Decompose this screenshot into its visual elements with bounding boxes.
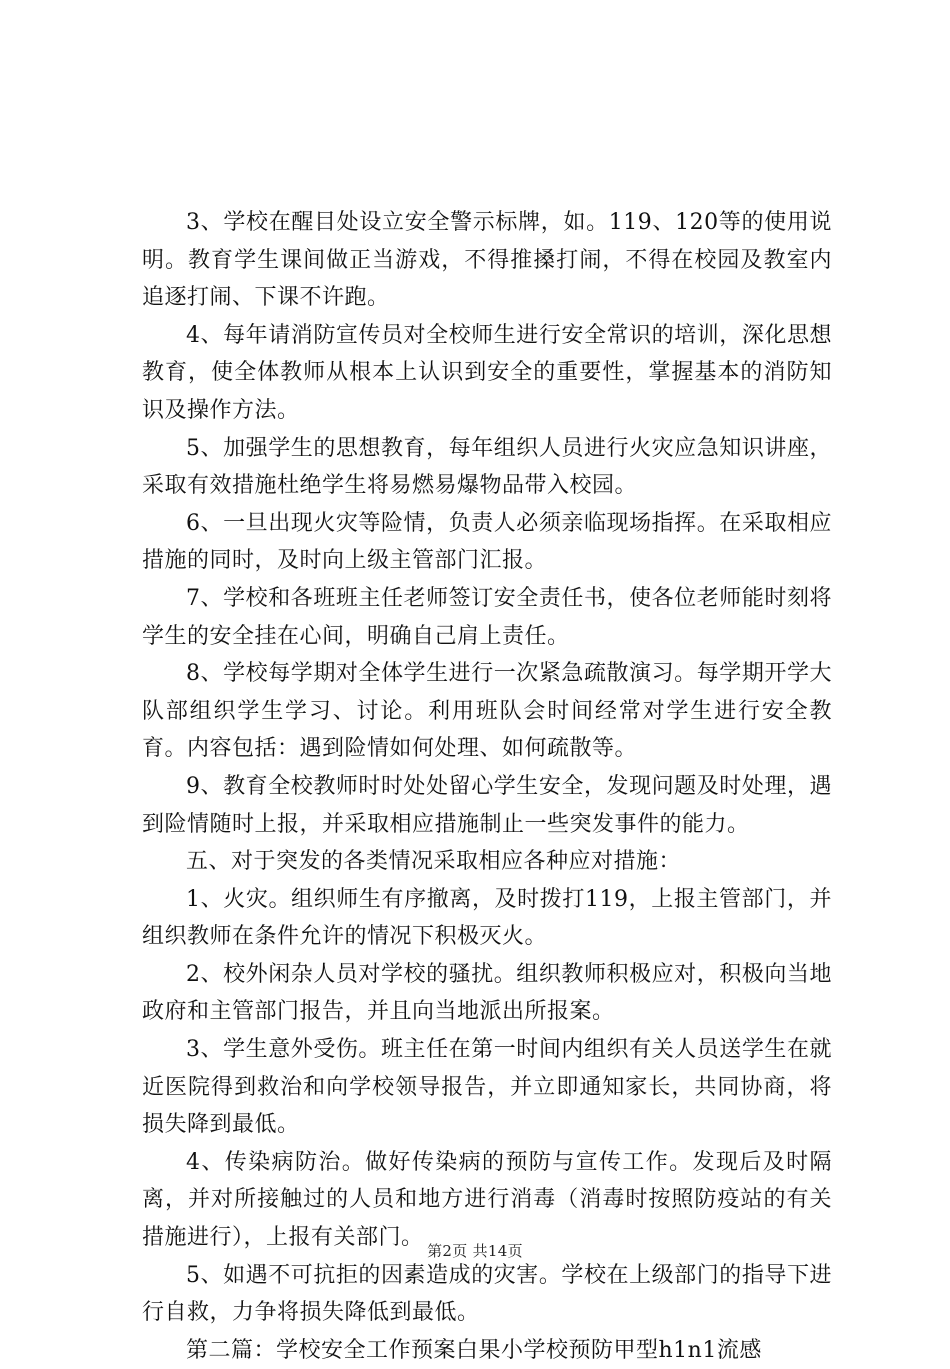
paragraph-2: 4、每年请消防宣传员对全校师生进行安全常识的培训，深化思想教育，使全体教师从根本上认识到安全的重要性，掌握基本的消防知识及操作方法。 xyxy=(142,322,832,423)
paragraph-1: 3、学校在醒目处设立安全警示标牌，如。119、120等的使用说明。教育学生课间做正当游戏，不得推搡打闹，不得在校园及教室内追逐打闹、下课不许跑。 xyxy=(142,210,832,311)
paragraph-6: 8、学校每学期对全体学生进行一次紧急疏散演习。每学期开学大队部组织学生学习、讨论。利用班队会时间经常对学生进行安全教育。内容包括：遇到险情如何处理、如何疏散等。 xyxy=(142,661,832,762)
paragraph-8: 1、火灾。组织师生有序撤离，及时拨打119，上报主管部门，并组织教师在条件允许的情况下积极灭火。 xyxy=(142,886,832,950)
paragraph-5: 7、学校和各班班主任老师签订安全责任书，使各位老师能时刻将学生的安全挂在心间，明确自己肩上责任。 xyxy=(142,585,832,649)
next-article-title: 第二篇：学校安全工作预案白果小学校预防甲型h1n1流感 xyxy=(186,1337,762,1363)
paragraph-4: 6、一旦出现火灾等险情，负责人必须亲临现场指挥。在采取相应措施的同时，及时向上级主管部门汇报。 xyxy=(142,510,832,574)
page-number-footer: 第2页 共14页 xyxy=(427,1242,523,1260)
paragraph-9: 2、校外闲杂人员对学校的骚扰。组织教师积极应对，积极向当地政府和主管部门报告，并且向当地派出所报案。 xyxy=(142,961,832,1025)
paragraph-7: 9、教育全校教师时时处处留心学生安全，发现问题及时处理，遇到险情随时上报，并采取相应措施制止一些突发事件的能力。 xyxy=(142,773,832,837)
paragraph-12: 5、如遇不可抗拒的因素造成的灾害。学校在上级部门的指导下进行自救，力争将损失降低到最低。 xyxy=(142,1262,832,1326)
document-body xyxy=(142,204,832,1369)
section-heading: 五、对于突发的各类情况采取相应各种应对措施： xyxy=(186,849,682,875)
paragraph-11: 4、传染病防治。做好传染病的预防与宣传工作。发现后及时隔离，并对所接触过的人员和地方进行消毒（消毒时按照防疫站的有关措施进行），上报有关部门。 xyxy=(142,1149,832,1251)
paragraph-10: 3、学生意外受伤。班主任在第一时间内组织有关人员送学生在就近医院得到救治和向学校领导报告，并立即通知家长，共同协商，将损失降到最低。 xyxy=(142,1037,832,1138)
paragraph-3: 5、加强学生的思想教育，每年组织人员进行火灾应急知识讲座，采取有效措施杜绝学生将易燃易爆物品带入校园。 xyxy=(142,435,832,499)
